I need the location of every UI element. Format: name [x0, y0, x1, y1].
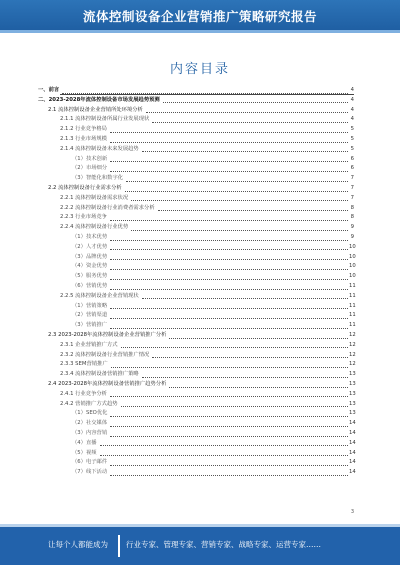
toc-entry-page: 14: [349, 430, 356, 436]
toc-leader-dots: [152, 122, 348, 123]
toc-leader-dots: [125, 191, 348, 192]
toc-entry[interactable]: [38, 419, 354, 428]
toc-leader-dots: [100, 455, 348, 456]
toc-entry-page: 13: [349, 400, 356, 407]
toc-leader-dots: [146, 112, 348, 113]
toc-entry-page: 4: [350, 116, 354, 123]
toc-entry-page: 10: [349, 263, 356, 270]
toc-leader-dots: [121, 406, 348, 407]
toc-entry-page: 7: [350, 194, 354, 201]
toc-entry-page: 11: [349, 292, 356, 299]
toc-entry-title: （4）资金优势: [72, 263, 108, 270]
toc-leader-dots: [142, 377, 348, 378]
toc-entry-title: （5）服务优势: [72, 273, 108, 280]
toc-entry-title: 2.1.2 行业竞争格局: [60, 126, 107, 133]
toc-entry[interactable]: [38, 282, 354, 291]
toc-leader-dots: [110, 465, 348, 466]
toc-entry[interactable]: [38, 321, 354, 330]
toc-entry-page: 13: [349, 410, 356, 417]
toc-entry-title: （1）营销策略: [72, 302, 108, 309]
footer-slogan-right: 行业专家、管理专家、营销专家、战略专家、运营专家……: [126, 540, 321, 549]
toc-leader-dots: [110, 318, 348, 319]
toc-entry-page: 12: [349, 351, 356, 358]
toc-entry-page: 6: [350, 165, 354, 172]
page-number: 3: [350, 509, 354, 515]
toc-entry[interactable]: [38, 351, 354, 360]
toc-leader-dots: [110, 161, 348, 162]
toc-entry-title: （3）营销推广: [72, 322, 108, 329]
toc-entry-title: （3）品牌优势: [72, 253, 108, 260]
footer: [0, 527, 400, 565]
toc-leader-dots: [110, 269, 348, 270]
toc-leader-dots: [110, 220, 348, 221]
toc-entry-page: 5: [350, 136, 354, 142]
toc-entry[interactable]: [38, 341, 354, 350]
toc-entry[interactable]: [38, 400, 354, 409]
toc-entry[interactable]: [38, 429, 354, 438]
toc-leader-dots: [110, 308, 348, 309]
toc-entry[interactable]: [38, 292, 354, 301]
toc-entry[interactable]: [38, 164, 354, 173]
toc-entry-page: 7: [350, 175, 354, 182]
toc-entry-title: 一、前言: [38, 87, 60, 93]
toc-leader-dots: [163, 102, 348, 103]
toc-leader-dots: [152, 357, 348, 358]
toc-entry-page: 14: [349, 439, 356, 446]
toc-leader-dots: [110, 426, 348, 427]
footer-divider: [118, 535, 120, 557]
toc-leader-dots: [126, 181, 348, 182]
toc-leader-dots: [121, 347, 348, 348]
toc-entry[interactable]: [38, 243, 354, 252]
toc-entry-page: 4: [350, 96, 354, 103]
toc-entry-title: 二、2023-2028年流体控制设备市场发展趋势预测: [38, 96, 160, 103]
toc-entry[interactable]: [38, 233, 354, 242]
toc-entry-page: 6: [350, 155, 354, 162]
toc-leader-dots: [110, 171, 348, 172]
toc-entry-title: 2.2 流体控制设备行业需求分析: [48, 185, 122, 191]
toc-entry[interactable]: [38, 213, 354, 222]
toc-leader-dots: [110, 259, 348, 260]
toc-entry-page: 5: [350, 126, 354, 133]
toc-entry[interactable]: [38, 86, 354, 95]
report-title: 流体控制设备企业营销推广策略研究报告: [82, 9, 317, 24]
toc-entry[interactable]: [38, 468, 354, 477]
toc-leader-dots: [131, 200, 348, 201]
toc-entry-title: 2.1.4 流体控制设备未来发展趋势: [60, 145, 139, 152]
toc-entry[interactable]: [38, 370, 354, 379]
toc-entry-title: 2.3.3 SEM营销推广: [60, 361, 108, 368]
toc-entry-page: 14: [349, 469, 356, 476]
toc-entry-page: 4: [350, 87, 354, 93]
toc-entry-page: 13: [349, 390, 356, 397]
toc-leader-dots: [110, 240, 348, 241]
toc-entry[interactable]: [38, 135, 354, 144]
toc-entry[interactable]: [38, 449, 354, 458]
toc-entry-page: 12: [349, 361, 356, 368]
toc-leader-dots: [142, 298, 348, 299]
toc-entry-title: （2）社交媒体: [72, 420, 108, 427]
toc-leader-dots: [110, 436, 348, 437]
toc-entry-page: 14: [349, 449, 356, 456]
toc-entry-title: （2）人才优势: [72, 243, 108, 250]
toc-entry[interactable]: [38, 331, 354, 340]
toc-entry[interactable]: [38, 125, 354, 134]
toc-entry-title: （6）营销优势: [72, 283, 108, 289]
toc-entry-page: 14: [349, 420, 356, 427]
toc-entry-page: 13: [349, 381, 356, 387]
toc-entry-title: 2.1.3 行业市场规模: [60, 136, 107, 142]
toc-entry-title: 2.2.1 流体控制设备需求状况: [60, 194, 129, 201]
footer-slogan-left: 让每个人都能成为: [48, 540, 108, 549]
toc-entry-title: 2.2.5 流体控制设备企业营销现状: [60, 292, 139, 299]
toc-entry-page: 11: [349, 302, 356, 309]
toc-entry-page: 14: [349, 459, 356, 466]
toc-leader-dots: [110, 475, 348, 476]
toc-title: 内容目录: [169, 62, 230, 77]
toc-entry[interactable]: [38, 96, 354, 105]
toc-leader-dots: [110, 289, 348, 290]
toc-entry[interactable]: [38, 302, 354, 311]
toc-entry-title: （5）视频: [72, 449, 97, 456]
toc-entry-title: （3）内容营销: [72, 430, 108, 436]
toc-entry-title: （4）直播: [72, 439, 97, 446]
toc-leader-dots: [110, 416, 348, 417]
toc-leader-dots: [169, 338, 348, 339]
toc-entry[interactable]: [38, 458, 354, 467]
toc-entry-page: 9: [350, 234, 354, 240]
toc-leader-dots: [100, 445, 348, 446]
toc-entry-title: 2.4.2 营销推广方式趋势: [60, 400, 118, 407]
table-of-contents: [38, 82, 354, 502]
toc-leader-dots: [110, 328, 348, 329]
toc-entry-title: （3）智能化和数字化: [72, 175, 124, 182]
toc-entry-page: 11: [349, 322, 356, 329]
toc-entry[interactable]: [38, 380, 354, 389]
toc-entry-page: 13: [349, 371, 356, 378]
toc-entry-title: 2.1 流体控制设备企业营销所处环境分析: [48, 106, 143, 113]
toc-entry[interactable]: [38, 439, 354, 448]
toc-leader-dots: [111, 367, 348, 368]
toc-entry-title: 2.2.4 流体控制设备行业优势: [60, 224, 129, 231]
toc-leader-dots: [110, 249, 348, 250]
toc-leader-dots: [110, 396, 348, 397]
toc-entry-page: 5: [350, 145, 354, 152]
toc-entry-title: 2.1.1 流体控制设备所属行业发展现状: [60, 116, 150, 123]
toc-leader-dots: [158, 210, 348, 211]
toc-entry-title: （7）线下活动: [72, 469, 108, 476]
toc-entry[interactable]: [38, 106, 354, 115]
toc-entry-title: 2.2.3 行业市场竞争: [60, 214, 107, 221]
toc-entry-page: 10: [349, 273, 356, 280]
toc-entry-page: 12: [349, 332, 356, 338]
toc-entry[interactable]: [38, 174, 354, 183]
toc-entry-title: 2.3 2023-2028年流体控制设备企业营销推广分析: [48, 332, 167, 338]
toc-entry-page: 8: [350, 214, 354, 221]
toc-leader-dots: [169, 387, 348, 388]
toc-entry[interactable]: [38, 184, 354, 193]
toc-leader-dots: [110, 132, 348, 133]
toc-entry-title: 2.3.1 企业营销推广方式: [60, 341, 118, 348]
toc-entry[interactable]: [38, 262, 354, 271]
toc-entry-title: 2.2.2 流体控制设备行业消费者需求分析: [60, 204, 155, 211]
toc-entry[interactable]: [38, 390, 354, 399]
toc-entry-title: （1）技术创新: [72, 155, 108, 162]
toc-entry[interactable]: [38, 204, 354, 213]
report-header: [0, 0, 400, 30]
toc-entry[interactable]: [38, 409, 354, 418]
toc-entry[interactable]: [38, 155, 354, 164]
toc-entry[interactable]: [38, 253, 354, 262]
toc-entry-title: 2.4.1 行业竞争分析: [60, 390, 107, 397]
toc-entry[interactable]: [38, 223, 354, 232]
toc-entry-page: 11: [349, 283, 356, 289]
toc-entry[interactable]: [38, 272, 354, 281]
toc-entry-title: 2.4 2023-2028年流体控制设备营销推广趋势分析: [48, 381, 167, 387]
toc-entry-page: 10: [349, 243, 356, 250]
toc-entry-page: 4: [350, 106, 354, 113]
toc-entry-title: （2）市场细分: [72, 165, 108, 172]
toc-entry-page: 8: [350, 204, 354, 211]
toc-entry-title: （2）营销渠道: [72, 312, 108, 319]
toc-leader-dots: [110, 142, 348, 143]
toc-entry-title: （6）电子邮件: [72, 459, 108, 466]
toc-entry[interactable]: [38, 145, 354, 154]
toc-entry[interactable]: [38, 194, 354, 203]
toc-entry-page: 12: [349, 341, 356, 348]
toc-entry-title: 2.3.4 流体控制设备营销推广策略: [60, 371, 139, 378]
toc-leader-dots: [110, 279, 348, 280]
toc-entry-page: 11: [349, 312, 356, 319]
toc-entry-title: （1）SEO优化: [72, 410, 108, 417]
toc-entry[interactable]: [38, 311, 354, 320]
toc-entry[interactable]: [38, 115, 354, 124]
toc-entry[interactable]: [38, 360, 354, 369]
toc-entry-title: 2.3.2 流体控制设备行业营销推广情况: [60, 351, 150, 358]
toc-entry-title: （1）技术优势: [72, 234, 108, 240]
toc-entry-page: 9: [350, 224, 354, 231]
toc-leader-dots: [142, 151, 348, 152]
toc-entry-page: 7: [350, 185, 354, 191]
toc-leader-dots: [62, 93, 348, 94]
toc-entry-page: 10: [349, 253, 356, 260]
toc-leader-dots: [131, 230, 348, 231]
